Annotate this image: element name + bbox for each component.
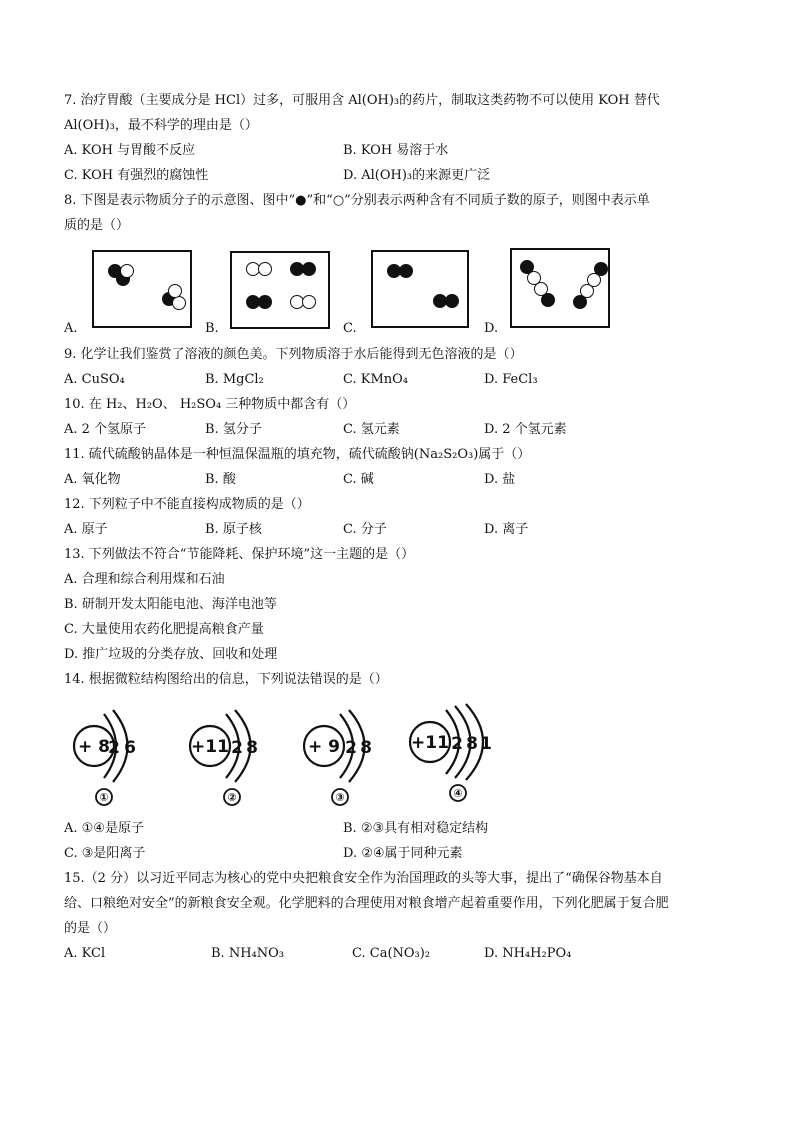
q10-option-b: B. 氢分子 [205,422,262,437]
q8-stem-line1: 8. 下图是表示物质分子的示意图、图中“●”和“○”分别表示两种含有不同质子数的原子，则图中表示单 [64,193,650,208]
q13-option-c: C. 大量使用农药化肥提高粮食产量 [64,622,264,637]
molecule-box-b [230,251,330,329]
nucleus-charge: +11 [191,737,229,757]
q15-option-c: C. Ca(NO₃)₂ [352,946,431,961]
shell-electrons: 2 [231,738,243,758]
q9-option-c: C. KMnO₄ [343,372,409,387]
dark-atom-icon [445,294,459,308]
atom-structure-diagrams [0,696,794,816]
q9-option-b: B. MgCl₂ [205,372,264,387]
q12-option-b: B. 原子核 [205,522,262,537]
q8-stem-line2: 质的是（） [64,218,130,233]
shell-electrons: 2 [345,738,357,758]
q10-option-d: D. 2 个氢元素 [484,422,567,437]
q7-stem-line2: Al(OH)₃，最不科学的理由是（） [64,118,258,133]
atom-mark-label: ② [227,791,237,804]
q8-label-a: A. [64,321,78,336]
light-atom-icon [258,262,272,276]
q12-stem: 12. 下列粒子中不能直接构成物质的是（） [64,497,310,512]
q15-stem-line1: 15.（2 分）以习近平同志为核心的党中央把粮食安全作为治国理政的头等大事，提出了“确保谷物基本自 [64,871,663,886]
q7-option-c: C. KOH 有强烈的腐蚀性 [64,168,209,183]
q9-stem: 9. 化学让我们鉴赏了溶液的颜色美。下列物质溶于水后能得到无色溶液的是（） [64,347,523,362]
q14-option-a: A. ①④是原子 [64,821,144,836]
q10-option-a: A. 2 个氢原子 [64,422,147,437]
q12-option-a: A. 原子 [64,522,108,537]
shell-electrons: 1 [480,734,492,754]
q11-option-b: B. 酸 [205,472,236,487]
q7-option-a: A. KOH 与胃酸不反应 [64,143,196,158]
dark-atom-icon [399,264,413,278]
molecule-box-a [92,250,192,328]
q14-option-b: B. ②③具有相对稳定结构 [343,821,489,836]
nucleus-charge: +11 [411,733,449,753]
shell-electrons: 8 [360,738,372,758]
nucleus-charge: + 8 [78,737,110,757]
q12-option-c: C. 分子 [343,522,387,537]
q15-stem-line3: 的是（） [64,921,117,936]
nucleus-charge: + 9 [308,737,340,757]
q15-stem-line2: 给、口粮绝对安全”的新粮食安全观。化学肥料的合理使用对粮食增产起着重要作用，下列化肥属于复合肥 [64,896,669,911]
shell-electrons: 8 [466,734,478,754]
q8-label-b: B. [205,321,219,336]
shell-electrons: 8 [246,738,258,758]
dark-atom-icon [573,295,587,309]
q12-option-d: D. 离子 [484,522,529,537]
q8-label-d: D. [484,321,499,336]
atom-mark-label: ③ [335,791,345,804]
light-atom-icon [120,264,134,278]
molecule-box-d [510,248,610,328]
shell-electrons: 2 [451,734,463,754]
q10-stem: 10. 在 H₂、H₂O、 H₂SO₄ 三种物质中都含有（） [64,397,356,412]
q7-stem-line1: 7. 治疗胃酸（主要成分是 HCl）过多，可服用含 Al(OH)₃的药片，制取这类药物不可以使用 KOH 替代 [64,93,660,108]
dark-atom-icon [302,262,316,276]
q13-stem: 13. 下列做法不符合“节能降耗、保护环境”这一主题的是（） [64,547,415,562]
atom-mark-label: ① [99,791,109,804]
shell-electrons: 2 [108,738,120,758]
light-atom-icon [168,284,182,298]
q13-option-a: A. 合理和综合利用煤和石油 [64,572,225,587]
q8-label-c: C. [343,321,357,336]
q13-option-d: D. 推广垃圾的分类存放、回收和处理 [64,647,278,662]
q15-option-a: A. KCl [64,946,106,961]
dark-atom-icon [541,293,555,307]
q7-option-d: D. Al(OH)₃的来源更广泛 [343,168,491,183]
q14-option-d: D. ②④属于同种元素 [343,846,463,861]
q9-option-a: A. CuSO₄ [64,372,125,387]
q11-stem: 11. 硫代硫酸钠晶体是一种恒温保温瓶的填充物，硫代硫酸钠(Na₂S₂O₃)属于（） [64,447,531,462]
q9-option-d: D. FeCl₃ [484,372,538,387]
q11-option-c: C. 碱 [343,472,374,487]
q14-option-c: C. ③是阳离子 [64,846,146,861]
q10-option-c: C. 氢元素 [343,422,400,437]
molecule-box-c [371,250,469,328]
q14-stem: 14. 根据微粒结构图给出的信息，下列说法错误的是（） [64,672,388,687]
dark-atom-icon [258,295,272,309]
q15-option-d: D. NH₄H₂PO₄ [484,946,572,961]
q13-option-b: B. 研制开发太阳能电池、海洋电池等 [64,597,277,612]
q7-option-b: B. KOH 易溶于水 [343,143,449,158]
q11-option-a: A. 氧化物 [64,472,121,487]
atom-mark-label: ④ [453,787,463,800]
light-atom-icon [172,296,186,310]
shell-electrons: 6 [124,738,136,758]
light-atom-icon [302,295,316,309]
q11-option-d: D. 盐 [484,472,516,487]
q15-option-b: B. NH₄NO₃ [211,946,284,961]
